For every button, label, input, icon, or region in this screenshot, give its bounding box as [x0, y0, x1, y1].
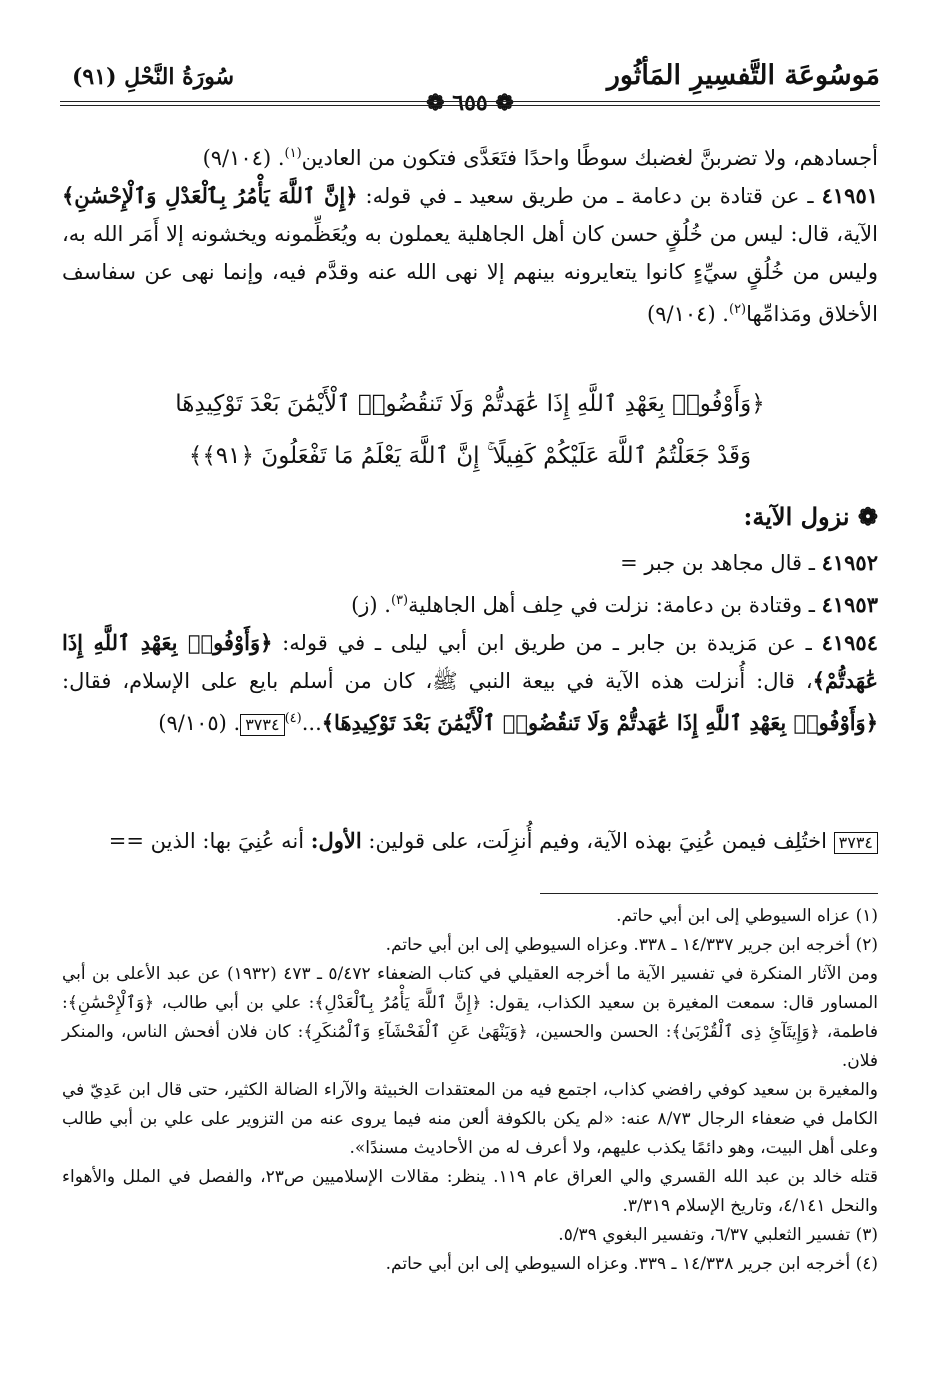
- paragraph-continued: [62, 135, 878, 177]
- footnote: (٣) تفسير الثعلبي ٦/٣٧، وتفسير البغوي ٥/٣٩.: [558, 1225, 878, 1245]
- quran-verse-line: وَقَدْ جَعَلْتُمُ ٱللَّهَ عَلَيْكُمْ كَفِيلًا ۚ إِنَّ ٱللَّهَ يَعْلَمُ مَا تَفْعَلُونَ ﴿٩١﴾﴾: [188, 443, 752, 469]
- ornament-icon: ❁: [487, 90, 514, 116]
- footnote: ومن الآثار المنكرة في تفسير الآية ما أخرجه العقيلي في كتاب الضعفاء ٥/٤٧٢ ـ ٤٧٣ (١٩٣٢) عن عبد الأعلى بن أبي المساور قال: سمعت المغيرة بن سعيد الكذاب، يقول: ﴿إِنَّ ٱللَّهَ يَأْمُرُ بِٱلْعَدْلِ﴾: علي بن أبي طالب، ﴿وَٱلْإِحْسَٰنِ﴾: فاطمة، ﴿وَإِيتَآئِ ذِى ٱلْقُرْبَىٰ﴾: الحسن والحسين، ﴿وَيَنْهَىٰ عَنِ ٱلْفَحْشَآءِ وَٱلْمُنكَرِ﴾: كان فلان أفحش الناس، والمنكر فلان.: [62, 964, 878, 1071]
- paragraph-text: الآية، قال: ليس من خُلُقٍ حسن كان أهل الجاهلية يعملون به ويُعَظِّمونه ويخشونه إلا أَمَر الله به، وليس من خُلُقٍ سيِّءٍ كانوا يتعايرونه بينهم إلا نهى الله عنه وقدَّم فيه، وإنما نهى عن سفاسف الأخلاق ومَذامِّها: [62, 222, 878, 326]
- page-number: [60, 90, 880, 116]
- paragraph-text: ـ عن قتادة بن دعامة ـ من طريق سعيد ـ في قوله:: [357, 184, 822, 208]
- paragraph-text: ...: [301, 711, 322, 735]
- footnote: (٢) أخرجه ابن جرير ١٤/٣٣٧ ـ ٣٣٨. وعزاه السيوطي إلى ابن أبي حاتم.: [385, 935, 878, 955]
- paragraph-41953: [62, 582, 878, 624]
- narration-number: ٤١٩٥٤: [821, 630, 878, 655]
- main-text-lower: [62, 544, 878, 742]
- paragraph-text: ـ وقتادة بن دعامة: نزلت في حِلف أهل الجاهلية: [408, 593, 822, 617]
- quran-quote: ﴿إِنَّ ٱللَّهَ يَأْمُرُ بِٱلْعَدْلِ وَٱلْإِحْسَٰنِ﴾: [62, 183, 358, 208]
- narration-number: ٤١٩٥٣: [821, 592, 878, 617]
- narration-number: ٤١٩٥١: [821, 183, 879, 208]
- volume-reference: . (٩/١٠٤): [202, 146, 285, 170]
- quran-verse-line: ﴿وَأَوْفُوا۟ بِعَهْدِ ٱللَّهِ إِذَا عَٰهَدتُّمْ وَلَا تَنقُضُوا۟ ٱلْأَيْمَٰنَ بَعْدَ تَوْكِيدِهَا: [175, 391, 765, 417]
- quran-verse-block: [110, 378, 830, 482]
- commentary-text: أنه عُنِيَ بها: الذين ==: [108, 829, 311, 853]
- footnote-marker: (٢): [728, 302, 747, 317]
- footnote: (٤) أخرجه ابن جرير ١٤/٣٣٨ ـ ٣٣٩. وعزاه السيوطي إلى ابن أبي حاتم.: [385, 1254, 878, 1274]
- footnotes: [62, 902, 878, 1279]
- header-rule: [60, 101, 880, 102]
- main-text-upper: [62, 135, 878, 333]
- commentary-ref-box: ٣٧٣٤: [240, 714, 284, 736]
- page-number-value: ٦٥٥: [452, 90, 488, 116]
- surah-label: سُورَةُ النَّحْلِ (٩١): [72, 64, 235, 90]
- volume-reference: . (٩/١٠٤): [647, 302, 729, 326]
- header-rule: [60, 105, 880, 106]
- volume-reference: . (٩/١٠٥): [158, 711, 241, 735]
- running-header: [60, 58, 880, 116]
- ornament-icon: ❁: [426, 90, 453, 116]
- commentary-ref-box: ٣٧٣٤: [834, 832, 878, 854]
- section-heading: ❁ نزول الآية:: [743, 502, 878, 531]
- volume-reference: . (ز): [351, 593, 391, 617]
- commentary-text: اختُلِف فيمن عُنِيَ بهذه الآية، وفيم أُنزِلَت، على قولين:: [361, 829, 834, 853]
- book-title: مَوسُوعَة التَّفسِيرِ المَأثُور: [606, 60, 880, 91]
- footnote-marker: (٤): [284, 711, 302, 726]
- paragraph-text: ، قال: أُنزلت هذه الآية في بيعة النبي ﷺ، كان من أسلم بايع على الإسلام، فقال:: [62, 669, 813, 693]
- quran-quote: ﴿وَأَوْفُوا۟ بِعَهْدِ ٱللَّهِ إِذَا عَٰهَدتُّمْ وَلَا تَنقُضُوا۟ ٱلْأَيْمَٰنَ بَعْدَ تَوْكِيدِهَا﴾: [321, 710, 878, 735]
- paragraph-41951: [62, 177, 878, 333]
- footnote-rule: [540, 893, 878, 894]
- paragraph-41952: [62, 544, 878, 582]
- footnote-marker: (١): [284, 146, 302, 161]
- paragraph-text: أجسادهم، ولا تضربنَّ لغضبك سوطًا واحدًا فتَعَدَّى فتكون من العادين: [301, 146, 878, 170]
- footnote-marker: (٣): [390, 593, 409, 608]
- footnote: (١) عزاه السيوطي إلى ابن أبي حاتم.: [616, 906, 878, 926]
- paragraph-41954: [62, 624, 878, 742]
- commentary-note: [62, 822, 878, 860]
- narration-number: ٤١٩٥٢: [821, 550, 878, 575]
- paragraph-text: ـ عن مَزيدة بن جابر ـ من طريق ابن أبي ليلى ـ في قوله:: [272, 631, 822, 655]
- commentary-bold: الأول:: [310, 828, 362, 853]
- footnote: قتله خالد بن عبد الله القسري والي العراق عام ١١٩. ينظر: مقالات الإسلاميين ص٢٣، والفصل في الملل والأهواء والنحل ٤/١٤١، وتاريخ الإسلام ٣/٣١٩.: [62, 1167, 878, 1216]
- paragraph-text: ـ قال مجاهد بن جبر =: [620, 551, 822, 575]
- quran-quote: ﴿وَأَوْفُوا۟ بِعَهْدِ ٱللَّهِ إِذَا عَٰهَدتُّمْ﴾: [62, 630, 878, 693]
- footnote: والمغيرة بن سعيد كوفي رافضي كذاب، اجتمع فيه من المعتقدات الخبيثة والآراء الضالة الكثير، حتى قال ابن عَدِيّ في الكامل في ضعفاء الرجال ٨/٧٣ عنه: «لم يكن بالكوفة ألعن منه فيما يروى عنه من التزوير على علي بن أبي طالب وعلى أهل البيت، وهو دائمًا يكذب عليهم، ولا أعرف له من الأحاديث مسندًا».: [62, 1080, 878, 1158]
